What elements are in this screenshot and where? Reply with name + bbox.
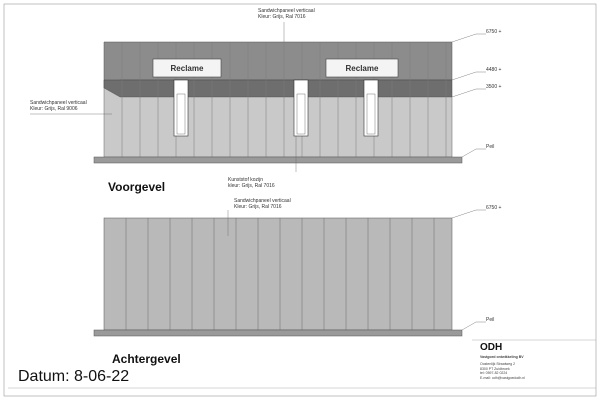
front-callout-left <box>30 100 87 112</box>
front-lower-wall <box>104 88 452 157</box>
front-callout-left-line1: Sandwichpaneel verticaal <box>30 100 87 106</box>
back-ground-slab <box>94 330 462 336</box>
front-title: Voorgevel <box>108 180 166 194</box>
front-ground-slab <box>94 157 462 163</box>
front-level-4480: 4480 + <box>486 67 502 73</box>
front-elevation <box>30 22 486 172</box>
svg-text:Reclame: Reclame <box>345 64 379 73</box>
front-callout-window-line2: kleur: Grijs, Ral 7016 <box>228 183 275 189</box>
back-callout-top-line1: Sandwichpaneel verticaal <box>234 198 291 204</box>
front-level-peil: Peil <box>486 144 495 150</box>
company-subtitle: Vastgoed ontwikkeling BV <box>480 355 524 359</box>
svg-text:Reclame: Reclame <box>170 64 204 73</box>
back-wall <box>104 218 452 330</box>
back-title: Achtergevel <box>112 352 181 366</box>
front-callout-left-line2: Kleur: Grijs, Ral 9006 <box>30 106 78 112</box>
company-logo: ODH <box>480 342 503 353</box>
front-level-3500: 3500 + <box>486 84 502 90</box>
company-address-line2: 8300 PT Zuidbroek <box>480 366 510 371</box>
front-level-6750: 6750 + <box>486 29 502 35</box>
back-callout-top-line2: Kleur: Grijs, Ral 7016 <box>234 204 282 210</box>
back-level-peil: Peil <box>486 317 495 323</box>
front-callout-top-line2: Kleur: Grijs, Ral 7016 <box>258 14 306 20</box>
back-callout-top <box>234 198 291 210</box>
company-address-line1: Oostenlijk Straatweg 2 <box>480 362 516 366</box>
reclame-sign-2 <box>326 59 398 77</box>
front-canopy-band <box>104 80 452 97</box>
front-callout-window <box>228 177 275 189</box>
reclame-sign-1 <box>153 59 221 77</box>
company-phone: tel: 0597-82 0224 <box>480 371 508 375</box>
date-label: Datum: 8-06-22 <box>18 368 130 385</box>
front-level-lines <box>452 34 486 157</box>
back-elevation <box>94 210 486 336</box>
company-address <box>480 362 525 380</box>
front-callout-window-line1: Kunststof kozijn <box>228 177 264 183</box>
front-callout-top-line1: Sandwichpaneel verticaal <box>258 8 315 14</box>
company-email: E-mail: odh@vastgoedodh.nl <box>480 375 525 380</box>
front-callout-top <box>258 8 315 20</box>
back-level-6750: 6750 + <box>486 205 502 211</box>
